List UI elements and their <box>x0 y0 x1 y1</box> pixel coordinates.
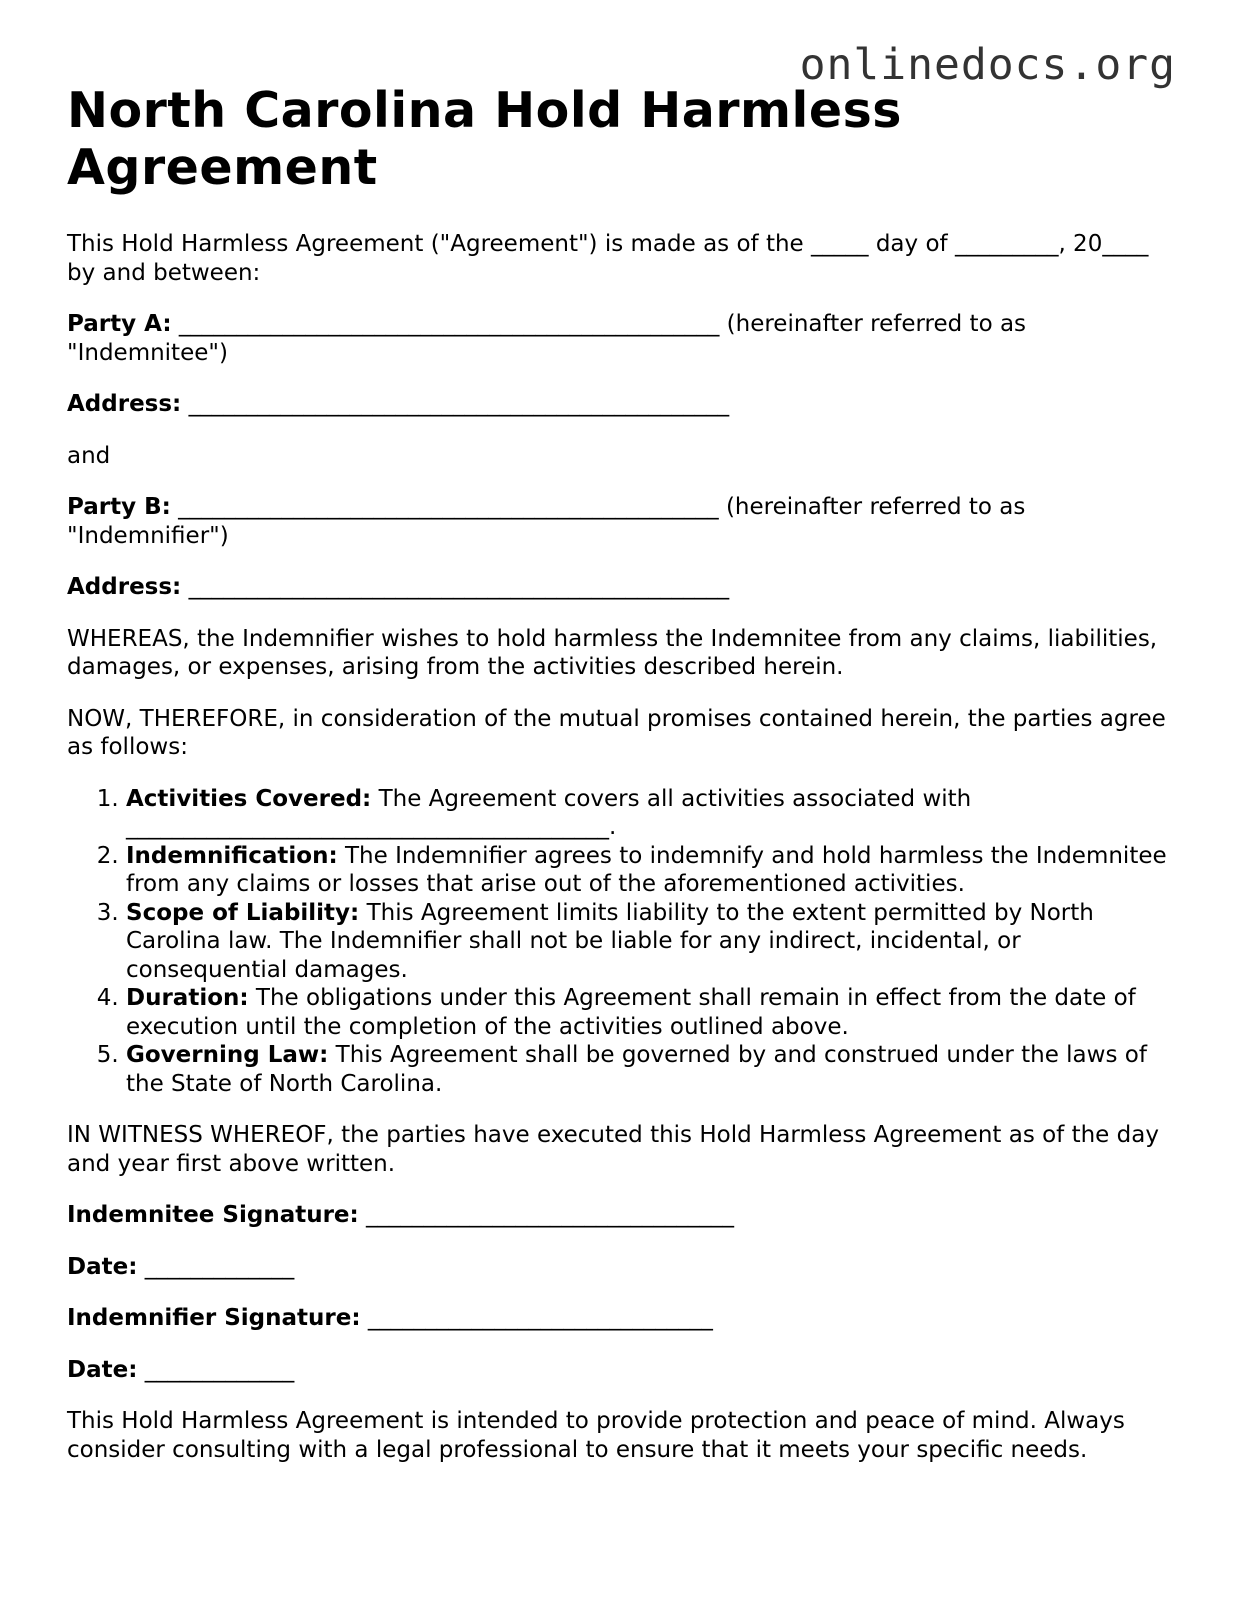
address-a-line <box>67 390 1167 419</box>
party-b-label: Party B: <box>67 494 171 520</box>
clause-text: The obligations under this Agreement shall remain in effect from the date of execution until the completion of the activities outlined above. <box>126 985 1136 1040</box>
address-b-line <box>67 573 1167 602</box>
day-blank[interactable]: _____ <box>811 231 869 257</box>
clause-title: Governing Law: <box>126 1042 329 1068</box>
witness-paragraph: IN WITNESS WHEREOF, the parties have executed this Hold Harmless Agreement as of the day and year first above written. <box>67 1122 1159 1177</box>
clause-item <box>126 984 1167 1041</box>
date-1-line <box>67 1253 1167 1282</box>
intro-text-1: This Hold Harmless Agreement ("Agreement") is made as of the <box>67 231 812 257</box>
document-body <box>67 82 1167 1487</box>
whereas-paragraph: WHEREAS, the Indemnifier wishes to hold harmless the Indemnitee from any claims, liabilities, damages, or expenses, arising from the activities described herein. <box>67 625 1158 680</box>
clause-item <box>126 1041 1167 1098</box>
intro-text-3: , 20 <box>1058 231 1103 257</box>
party-a-line <box>67 310 1167 367</box>
indemnifier-signature-blank[interactable]: ______________________________ <box>367 1305 713 1331</box>
indemnifier-signature-label: Indemnifier Signature: <box>67 1305 361 1331</box>
party-a-label: Party A: <box>67 311 172 337</box>
intro-text-4: by and between: <box>67 259 261 286</box>
date-2-line <box>67 1356 1167 1385</box>
month-blank[interactable]: _________ <box>954 231 1059 257</box>
clause-text: This Agreement shall be governed by and construed under the laws of the State of North Carolina. <box>126 1042 1147 1097</box>
party-b-line <box>67 493 1167 550</box>
intro-paragraph <box>67 230 1167 287</box>
address-b-blank[interactable]: _______________________________________________ <box>188 574 730 600</box>
indemnifier-signature-line <box>67 1304 1167 1333</box>
intro-text-2: day of <box>868 231 955 257</box>
party-a-blank[interactable]: _______________________________________________ <box>178 311 720 337</box>
activities-blank[interactable]: __________________________________________. <box>126 814 617 840</box>
party-b-suffix: (hereinafter referred to as "Indemnifier") <box>67 494 1026 549</box>
date-2-blank[interactable]: _____________ <box>144 1356 295 1383</box>
clause-text: The Indemnifier agrees to indemnify and hold harmless the Indemnitee from any claims or losses that arise out of the aforementioned activities. <box>126 842 1167 897</box>
clause-title: Duration: <box>126 985 249 1011</box>
address-b-label: Address: <box>67 574 182 600</box>
party-b-blank[interactable]: _______________________________________________ <box>178 494 719 520</box>
indemnitee-signature-blank[interactable]: ________________________________ <box>366 1202 735 1228</box>
indemnitee-signature-line <box>67 1201 1167 1230</box>
document-title: North Carolina Hold Harmless Agreement <box>67 82 902 196</box>
address-a-blank[interactable]: _______________________________________________ <box>188 391 730 417</box>
clause-text: This Agreement limits liability to the extent permitted by North Carolina law. The Indemnifier shall not be liable for any indirect, incidental, or consequential damages. <box>126 899 1094 983</box>
now-therefore-paragraph: NOW, THEREFORE, in consideration of the mutual promises contained herein, the parties agree as follows: <box>67 705 1166 760</box>
party-a-suffix: (hereinafter referred to as "Indemnitee") <box>67 311 1027 366</box>
clause-list <box>67 785 1167 1099</box>
clause-item <box>126 785 1167 842</box>
watermark: onlinedocs.org <box>799 40 1176 90</box>
clause-text: The Agreement covers all activities associated with <box>378 785 972 812</box>
clause-title: Activities Covered: <box>126 785 372 812</box>
date-1-blank[interactable]: _____________ <box>144 1253 295 1280</box>
and-text: and <box>67 442 111 469</box>
clause-item <box>126 842 1167 899</box>
address-a-label: Address: <box>67 391 182 417</box>
clause-title: Indemnification: <box>126 842 338 869</box>
clause-item <box>126 899 1167 985</box>
date-2-label: Date: <box>67 1356 138 1383</box>
closing-paragraph: This Hold Harmless Agreement is intended to provide protection and peace of mind. Always consider consulting with a legal professional to ensure that it meets your specific needs. <box>67 1408 1125 1463</box>
date-1-label: Date: <box>67 1253 138 1280</box>
clause-title: Scope of Liability: <box>126 899 360 926</box>
year-blank[interactable]: ____ <box>1102 231 1149 257</box>
indemnitee-signature-label: Indemnitee Signature: <box>67 1202 359 1228</box>
